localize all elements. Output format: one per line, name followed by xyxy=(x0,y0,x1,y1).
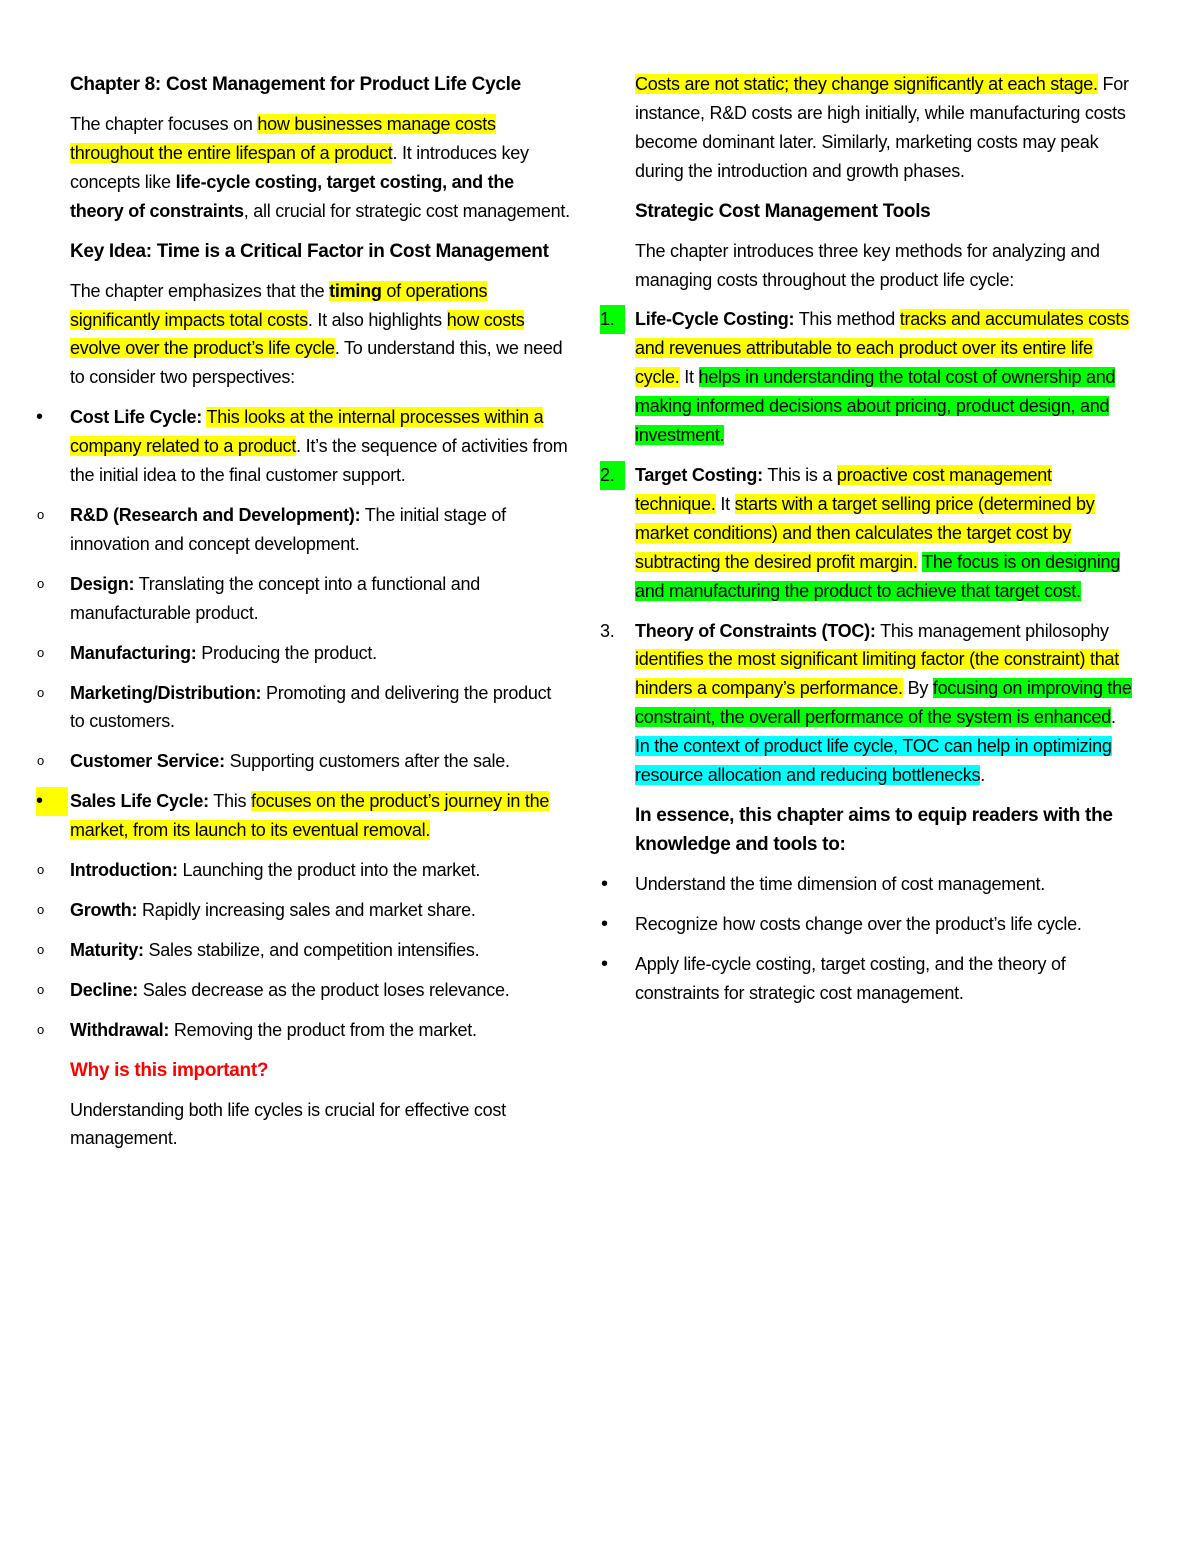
why-important-heading: Why is this important? xyxy=(70,1059,269,1081)
left-column xyxy=(37,70,570,1164)
bullet-icon xyxy=(601,910,631,939)
list-number: 2. xyxy=(600,461,630,490)
bullet-icon xyxy=(36,787,68,816)
list-number: 3. xyxy=(600,620,615,641)
highlight: how businesses manage costs throughout the entire lifespan of a product xyxy=(70,114,496,163)
circle-bullet-icon: o xyxy=(37,901,44,917)
circle-bullet-icon: o xyxy=(37,684,44,700)
key-concepts: life-cycle costing, target costing, and the theory of constraints xyxy=(70,171,514,221)
circle-bullet-icon: o xyxy=(37,1021,44,1037)
intro-paragraph: The chapter focuses on how businesses manage costs throughout the entire lifespan of a product. It introduces key concepts like life-cycle costing, target costing, and the theory of constraints, all crucial for strategic cost management. xyxy=(70,114,570,221)
costs-paragraph: Costs are not static; they change significantly at each stage. For instance, R&D costs are high initially, while manufacturing costs become dominant later. Similarly, marketing costs may peak during the introduction and growth phases. xyxy=(635,74,1129,181)
tool-item-target-costing: 2. Target Costing: This is a proactive cost management technique. It starts with a target selling price (determined by market conditions) and then calculates the target cost by subtracting the desired profit margin. The focus is on designing and manufacturing the product to achieve that target cost. xyxy=(635,461,1135,606)
list-item-stage: o Maturity: Sales stabilize, and competition intensifies. xyxy=(70,936,570,965)
tools-intro: The chapter introduces three key methods for analyzing and managing costs throughout the product life cycle: xyxy=(635,240,1100,290)
circle-bullet-icon: o xyxy=(37,506,44,522)
tool-item-theory-of-constraints: 3. Theory of Constraints (TOC): This management philosophy identifies the most significant limiting factor (the constraint) that hinders a company’s performance. By focusing on improving the constraint, the overall performance of the system is enhanced. In the context of product life cycle, TOC can help in optimizing resource allocation and reducing bottlenecks. xyxy=(635,617,1135,790)
circle-bullet-icon: o xyxy=(37,753,44,769)
list-item-stage: o Customer Service: Supporting customers after the sale. xyxy=(70,747,570,776)
list-item-cost-life-cycle: • Cost Life Cycle: This looks at the internal processes within a company related to a product. It’s the sequence of activities from the initial idea to the final customer support. xyxy=(70,403,570,490)
bullet-icon xyxy=(36,403,66,432)
list-item-stage: o R&D (Research and Development): The initial stage of innovation and concept development. xyxy=(70,501,570,559)
circle-bullet-icon: o xyxy=(37,862,44,878)
essence-item: • Recognize how costs change over the product’s life cycle. xyxy=(635,910,1135,939)
essence-heading: In essence, this chapter aims to equip readers with the knowledge and tools to: xyxy=(635,804,1113,855)
list-item-sales-life-cycle: • Sales Life Cycle: This focuses on the product’s journey in the market, from its launch to its eventual removal. xyxy=(70,787,570,845)
why-important-paragraph: Understanding both life cycles is crucial for effective cost management. xyxy=(70,1099,506,1149)
list-item-stage: o Growth: Rapidly increasing sales and market share. xyxy=(70,896,570,925)
circle-bullet-icon: o xyxy=(37,941,44,957)
list-item-stage: o Introduction: Launching the product into the market. xyxy=(70,856,570,885)
key-idea-paragraph: The chapter emphasizes that the timing of operations significantly impacts total costs. It also highlights how costs evolve over the product’s life cycle. To understand this, we need to consider two perspectives: xyxy=(70,280,563,388)
essence-item: • Understand the time dimension of cost management. xyxy=(635,870,1135,899)
list-number: 1. xyxy=(600,305,630,334)
list-item-stage: o Decline: Sales decrease as the product loses relevance. xyxy=(70,976,570,1005)
list-item-stage: o Withdrawal: Removing the product from the market. xyxy=(70,1016,570,1045)
bullet-icon xyxy=(601,870,631,899)
circle-bullet-icon: o xyxy=(37,644,44,660)
list-item-stage: o Manufacturing: Producing the product. xyxy=(70,639,570,668)
bullet-icon xyxy=(601,950,631,979)
list-item-stage: o Design: Translating the concept into a functional and manufacturable product. xyxy=(70,570,570,628)
circle-bullet-icon: o xyxy=(37,575,44,591)
key-idea-heading: Key Idea: Time is a Critical Factor in Cost Management xyxy=(70,240,549,262)
right-column xyxy=(600,70,1135,1019)
list-item-stage: o Marketing/Distribution: Promoting and delivering the product to customers. xyxy=(70,679,570,737)
essence-item: • Apply life-cycle costing, target costing, and the theory of constraints for strategic cost management. xyxy=(635,950,1135,1008)
tool-item-life-cycle-costing: 1. Life-Cycle Costing: This method tracks and accumulates costs and revenues attributable to each product over its entire life cycle. It helps in understanding the total cost of ownership and making informed decisions about pricing, product design, and investment. xyxy=(635,305,1135,450)
tools-heading: Strategic Cost Management Tools xyxy=(635,200,931,222)
circle-bullet-icon: o xyxy=(37,981,44,997)
chapter-title: Chapter 8: Cost Management for Product Life Cycle xyxy=(70,74,521,95)
